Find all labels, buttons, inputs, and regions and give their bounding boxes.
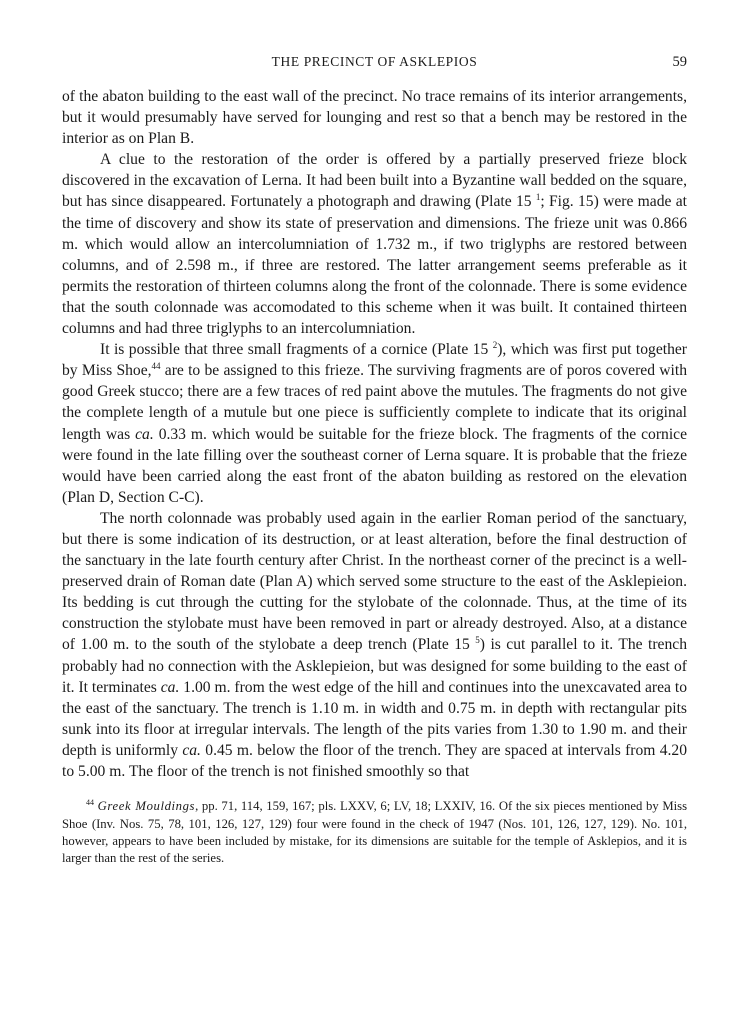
footnote-text: , pp. 71, 114, 159, 167; pls. LXXV, 6; LV, 18; LXXIV, 16. Of the six pieces mentioned by Miss Shoe (Inv. Nos. 75, 78, 101, 126, 127, 129) four were found in the check of 1947 (Nos. 101, 126, 127, 129). No. 101, however, appears to have been included by mistake, for its dimensions are suitable for the temple of Asklepios, and it is larger than the rest of the series.: [62, 799, 688, 866]
paragraph-3: [62, 339, 687, 508]
footnote-44: [62, 798, 687, 868]
paragraph-4-text-d: 0.45 m. below the floor of the trench. They are spaced at intervals from 4.20 to 5.00 m. The floor of the trench is not finished smoothly so that: [62, 741, 688, 780]
paragraph-3-text-b: ), which was first put together by Miss Shoe,: [62, 341, 687, 380]
footnotes: [62, 798, 687, 868]
paragraph-4-text-a: The north colonnade was probably used again in the earlier Roman period of the sanctuary, but there is some indication of its destruction, or at least alteration, before the final destruction of the sanctuary in the late fourth century after Christ. In the northeast corner of the precinct is a well-preserved drain of Roman date (Plan A) which served some structure to the east of the Asklepieion. Its bedding is cut through the cutting for the stylobate of the colonnade. Thus, at the time of its construction the stylobate must have been removed in part or already destroyed. Also, at a distance of 1.00 m. to the south of the stylobate a deep trench (Plate 15: [62, 509, 687, 654]
paragraph-2: [62, 149, 687, 339]
footnote-ref-44[interactable]: 44: [151, 361, 161, 372]
footnote-title: Greek Mouldings: [97, 799, 196, 814]
footnote-mark: 44: [86, 797, 94, 807]
paragraph-1-text: of the abaton building to the east wall of the precinct. No trace remains of its interior arrangements, but it would presumably have served for lounging and rest so that a bench may be restored in the interior as on Plan B.: [62, 88, 687, 148]
paragraph-3-text-a: It is possible that three small fragments of a cornice (Plate 15: [100, 341, 493, 359]
body-text: [62, 86, 687, 782]
paragraph-4-text-c: 1.00 m. from the west edge of the hill and continues into the unexcavated area to the east of the sanctuary. The trench is 1.10 m. in width and 0.75 m. in depth with rectangular pits sunk into its floor at irregular intervals. The length of the pits varies from 1.30 to 1.90 m. and their depth is uniformly: [62, 678, 688, 759]
page-number: 59: [672, 54, 687, 70]
circa-abbrev: ca.: [182, 741, 201, 759]
running-header: [62, 52, 687, 74]
paragraph-2-text-a: A clue to the restoration of the order is offered by a partially preserved frieze block discovered in the excavation of Lerna. It had been built into a Byzantine wall bedded on the square, but has since disappeared. Fortunately a photograph and drawing (Plate 15: [62, 151, 687, 211]
circa-abbrev: ca.: [160, 678, 180, 696]
paragraph-4-text-b: ) is cut parallel to it. The trench probably had no connection with the Asklepieion, but was designed for some building to the east of it. It terminates: [62, 636, 687, 696]
paragraph-3-text-d: 0.33 m. which would be suitable for the frieze block. The fragments of the cornice were found in the late filling over the southeast corner of Lerna square. It is probable that the frieze would have been carried along the east front of the abaton building as restored on the elevation (Plan D, Section C-C).: [62, 425, 687, 506]
running-title: THE PRECINCT OF ASKLEPIOS: [271, 54, 478, 69]
page: [62, 52, 687, 868]
paragraph-1: [62, 86, 687, 149]
paragraph-4: [62, 508, 687, 782]
paragraph-3-text-c: are to be assigned to this frieze. The surviving fragments are of poros covered with good Greek stucco; there are a few traces of red paint above the mutules. The fragments do not give the complete length of a mutule but one piece is sufficiently complete to indicate that its original length was: [62, 362, 687, 443]
plate-ref-2: 2: [492, 339, 498, 350]
circa-abbrev: ca.: [135, 425, 154, 443]
plate-ref-1: 1: [535, 192, 541, 203]
paragraph-2-text-b: ; Fig. 15) were made at the time of discovery and show its state of preservation and dimensions. The frieze unit was 0.866 m. which would allow an intercolumniation of 1.732 m., if two triglyphs are restored between columns, and of 2.598 m., if three are restored. The latter arrangement seems preferable as it permits the restoration of thirteen columns along the front of the colonnade. There is some evidence that the south colonnade was accomodated to this scheme when it was built. It contained thirteen columns and had three triglyphs to an intercolumniation.: [62, 193, 688, 338]
plate-ref-5: 5: [475, 635, 480, 646]
